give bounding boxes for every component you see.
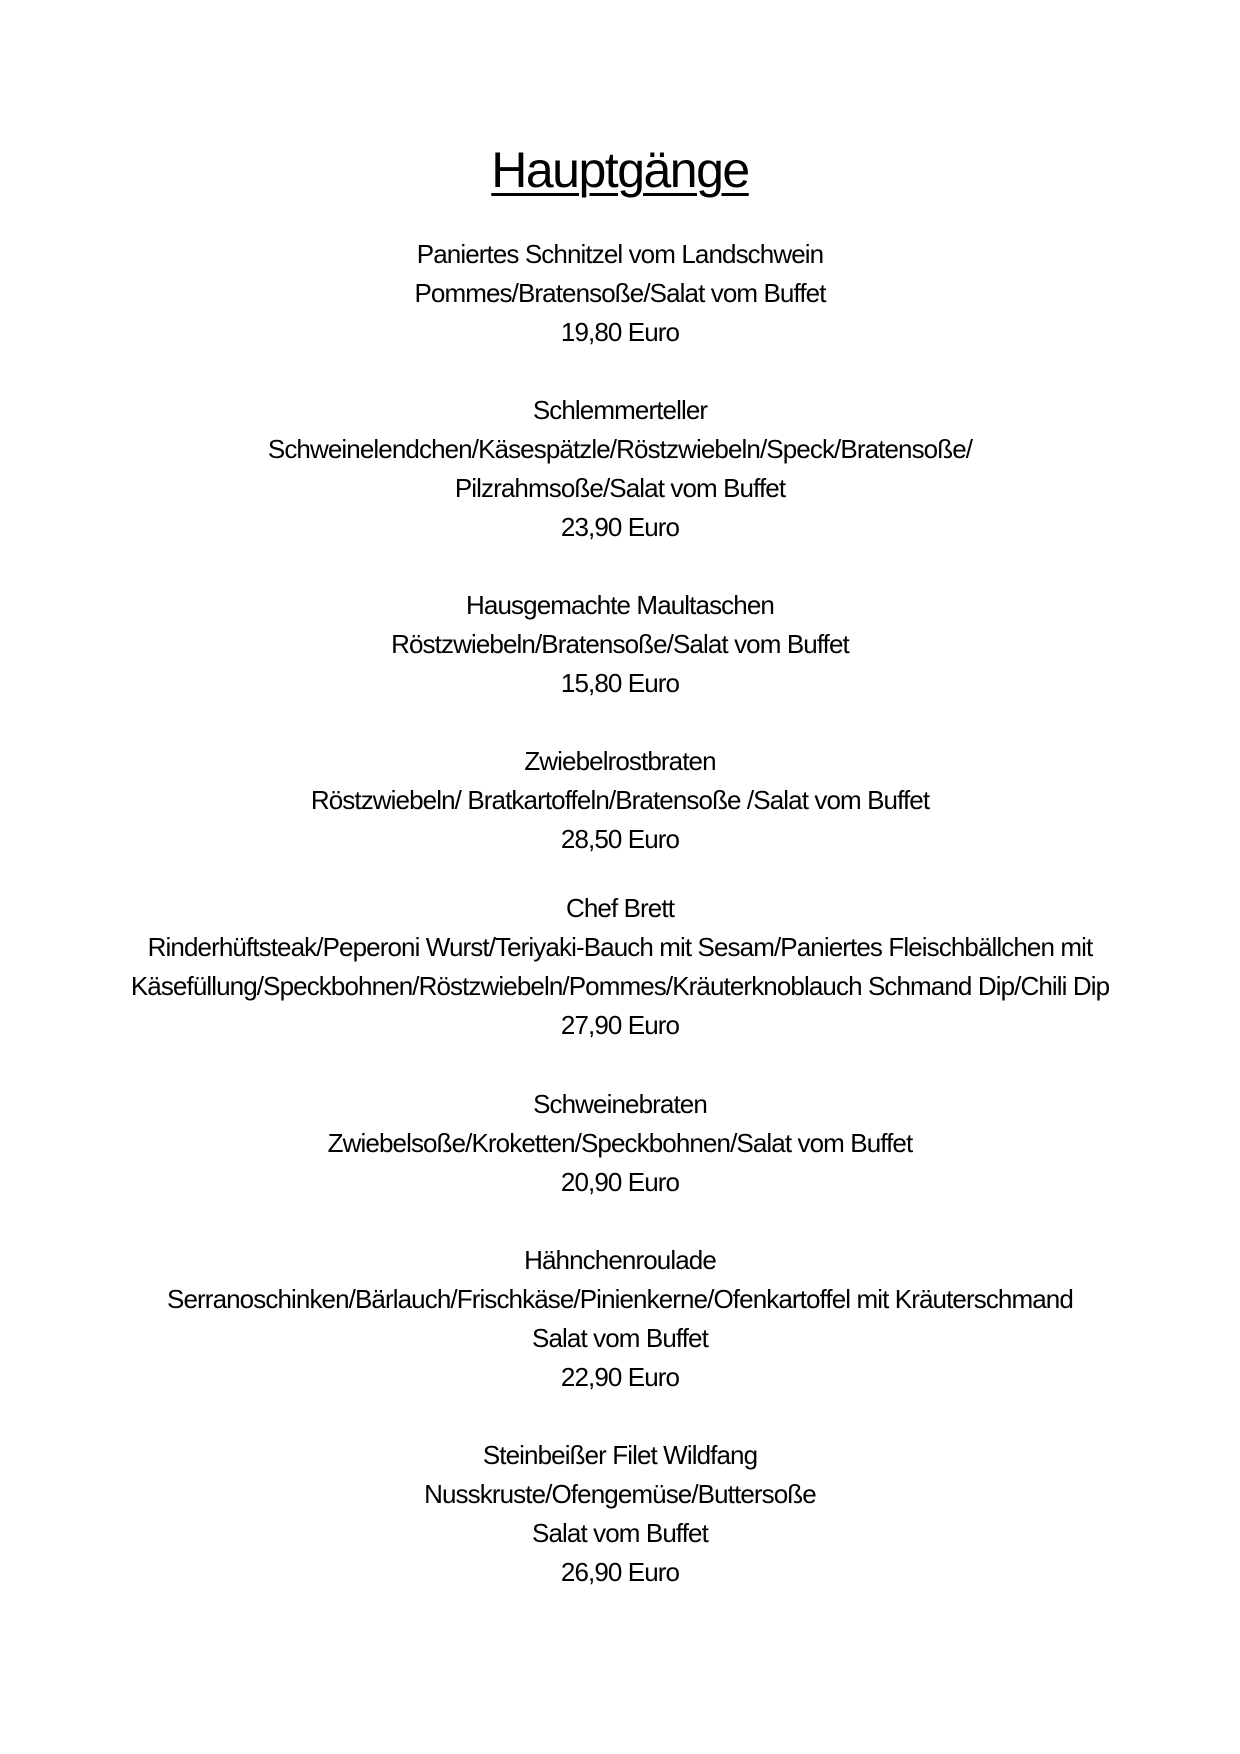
dish-name: Hausgemachte Maultaschen	[466, 590, 774, 620]
dish-name: Schweinebraten	[533, 1089, 707, 1119]
dish-schnitzel	[0, 235, 1240, 352]
dish-haehnchenroulade	[0, 1241, 1240, 1397]
dish-sides: Nusskruste/Ofengemüse/Buttersoße	[424, 1479, 816, 1509]
dish-sides: Röstzwiebeln/ Bratkartoffeln/Bratensoße /Salat vom Buffet	[310, 785, 930, 815]
dish-sides: Zwiebelsoße/Kroketten/Speckbohnen/Salat vom Buffet	[327, 1128, 913, 1158]
dish-chef-brett	[0, 889, 1240, 1045]
dish-schweinebraten	[0, 1085, 1240, 1202]
dish-sides: Pommes/Bratensoße/Salat vom Buffet	[414, 278, 826, 308]
dish-sides: Käsefüllung/Speckbohnen/Röstzwiebeln/Pommes/Kräuterknoblauch Schmand Dip/Chili Dip	[130, 971, 1110, 1001]
dish-price: 19,80 Euro	[560, 317, 680, 347]
dish-sides: Röstzwiebeln/Bratensoße/Salat vom Buffet	[391, 629, 849, 659]
dish-price: 26,90 Euro	[560, 1557, 680, 1587]
dish-name: Paniertes Schnitzel vom Landschwein	[416, 239, 824, 269]
dish-zwiebelrostbraten	[0, 742, 1240, 859]
dish-name: Zwiebelrostbraten	[524, 746, 716, 776]
dish-name: Hähnchenroulade	[524, 1245, 716, 1275]
dish-price: 27,90 Euro	[560, 1010, 680, 1040]
dish-sides: Salat vom Buffet	[532, 1323, 708, 1353]
dish-price: 15,80 Euro	[560, 668, 680, 698]
dish-name: Steinbeißer Filet Wildfang	[482, 1440, 758, 1470]
dish-schlemmerteller	[0, 391, 1240, 547]
dish-steinbeisser	[0, 1436, 1240, 1592]
dish-maultaschen	[0, 586, 1240, 703]
dish-name: Schlemmerteller	[532, 395, 708, 425]
dish-sides: Pilzrahmsoße/Salat vom Buffet	[454, 473, 786, 503]
dish-price: 20,90 Euro	[560, 1167, 680, 1197]
dish-sides: Rinderhüftsteak/Peperoni Wurst/Teriyaki-Bauch mit Sesam/Paniertes Fleischbällchen mit	[147, 932, 1093, 962]
dish-price: 22,90 Euro	[560, 1362, 680, 1392]
page-title: Hauptgänge	[491, 142, 749, 198]
dish-name: Chef Brett	[565, 893, 675, 923]
dish-sides: Salat vom Buffet	[532, 1518, 708, 1548]
dish-sides: Serranoschinken/Bärlauch/Frischkäse/Pinienkerne/Ofenkartoffel mit Kräuterschmand	[167, 1284, 1073, 1314]
dish-sides: Schweinelendchen/Käsespätzle/Röstzwiebeln/Speck/Bratensoße/	[267, 434, 973, 464]
dish-price: 23,90 Euro	[560, 512, 680, 542]
dish-price: 28,50 Euro	[560, 824, 680, 854]
